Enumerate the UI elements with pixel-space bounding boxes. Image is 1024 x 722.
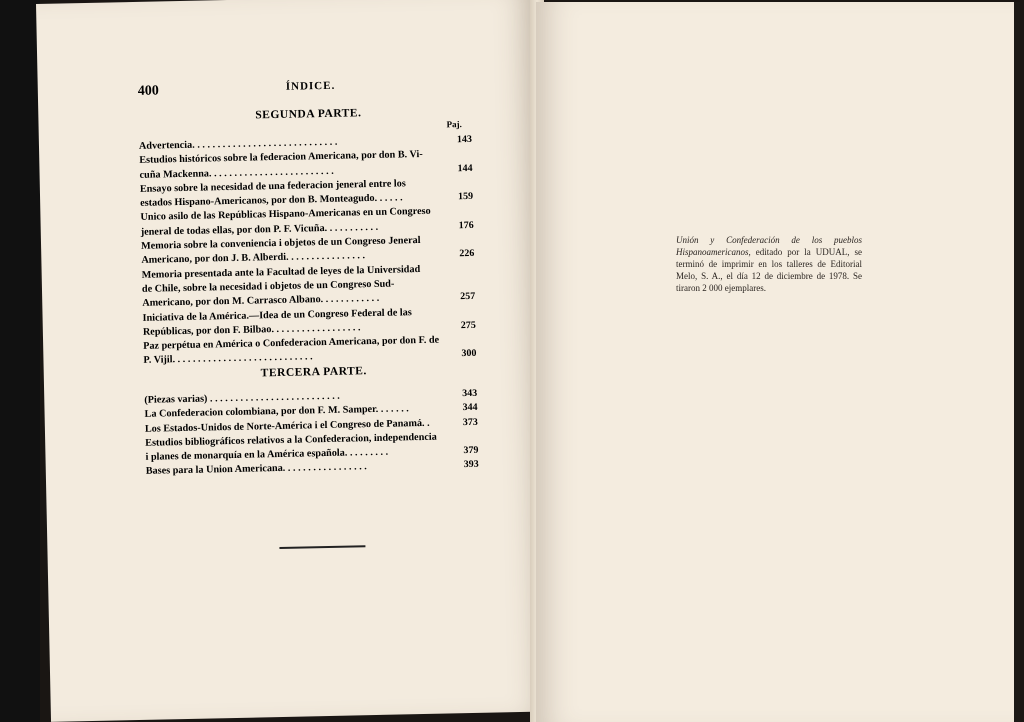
toc-entry-page: 143: [456, 133, 473, 146]
toc-entry-page: 176: [458, 219, 474, 231]
toc-entry-text: Repúblicas, por don F. Bilbao. . . . . . . . . . . . . . . . . .: [142, 322, 361, 338]
section-title-segunda: SEGUNDA PARTE.: [255, 107, 362, 122]
toc-entry-text: P. Vijil. . . . . . . . . . . . . . . . . . . . . . . . . . . .: [143, 351, 313, 367]
toc-entry-page: 344: [462, 402, 478, 414]
toc-segunda-parte: [139, 133, 484, 369]
colophon: [676, 234, 862, 294]
toc-entry-page: 300: [461, 348, 477, 360]
book-cover-edge: [0, 0, 40, 722]
toc-entry-page: 373: [462, 416, 478, 428]
toc-entry-page: 144: [457, 162, 473, 174]
page-header: [137, 76, 538, 99]
toc-entry-page: 379: [463, 445, 479, 457]
running-head: ÍNDICE.: [285, 79, 336, 93]
toc-entry-page: 343: [462, 387, 478, 400]
left-page: [36, 0, 551, 722]
toc-entry-text: Memoria presentada ante la Facultad de leyes de la Universidad: [141, 263, 421, 281]
toc-entry-page: 159: [458, 191, 474, 203]
page-column-label: Paj.: [446, 119, 462, 130]
toc-tercera-parte: [144, 387, 486, 480]
toc-entry-text: (Piezas varias) . . . . . . . . . . . . . . . . . . . . . . . . . .: [144, 390, 340, 406]
toc-entry-text: Americano, por don J. B. Alberdi. . . . . . . . . . . . . . . .: [141, 250, 366, 267]
toc-entry-page: 393: [463, 459, 479, 471]
right-page: [536, 2, 1020, 722]
toc-entry-text: i planes de monarquía en la América española. . . . . . . . .: [145, 446, 389, 463]
toc-entry-text: La Confederacion colombiana, por don F. M. Samper. . . . . . .: [144, 403, 409, 421]
colophon-title: Unión y Confederación de los pueblos Hispanoamericanos,: [676, 235, 862, 257]
toc-entry-text: Memoria sobre la conveniencia i objetos de un Congreso Jeneral: [140, 235, 421, 252]
toc-entry-text: Unico asilo de las Repúblicas Hispano-Americanas en un Congreso: [140, 206, 431, 224]
toc-entry-text: cuña Mackenna. . . . . . . . . . . . . . . . . . . . . . . . .: [139, 165, 334, 181]
page-edge-shadow: [1014, 2, 1020, 722]
toc-entry-text: Bases para la Union Americana. . . . . . . . . . . . . . . . .: [145, 461, 367, 478]
toc-entry-text: Iniciativa de la América.—Idea de un Congreso Federal de las: [142, 306, 412, 324]
colophon-body: editado por la UDUAL, se terminó de imprimir en los talleres de Editorial Melo, S. A., el día 12 de diciembre de 1978. Se tiraron 2 000 ejemplares.: [676, 247, 862, 293]
page-number: 400: [137, 83, 160, 99]
toc-entry-text: de Chile, sobre la necesidad i objetos de un Congreso Sud-: [141, 278, 395, 295]
toc-entry-page: 257: [460, 291, 476, 303]
toc-entry-text: Los Estados-Unidos de Norte-América i el Congreso de Panamá. .: [144, 417, 430, 435]
toc-entry-text: Advertencia. . . . . . . . . . . . . . . . . . . . . . . . . . . . .: [138, 136, 338, 152]
end-rule: [279, 545, 365, 549]
toc-entry-text: Americano, por don M. Carrasco Albano. . . . . . . . . . . .: [142, 293, 380, 310]
toc-entry-page: 226: [459, 248, 475, 260]
toc-entry-text: Estudios históricos sobre la federacion Americana, por don B. Vi-: [139, 149, 423, 167]
toc-entry-text: jeneral de todas ellas, por don P. F. Vicuña. . . . . . . . . . .: [140, 221, 379, 238]
toc-entry-text: Ensayo sobre la necesidad de una federacion jeneral entre los: [139, 178, 406, 195]
toc-entry-text: Estudios bibliográficos relativos a la Confederacion, independencia: [145, 431, 437, 449]
section-title-tercera: TERCERA PARTE.: [260, 365, 367, 380]
toc-entry-page: 275: [460, 319, 476, 332]
toc-entry-text: Paz perpétua en América o Confederacion Americana, por don F. de: [143, 334, 440, 352]
toc-entry-text: estados Hispano-Americanos, por don B. Monteagudo. . . . . .: [140, 192, 403, 210]
